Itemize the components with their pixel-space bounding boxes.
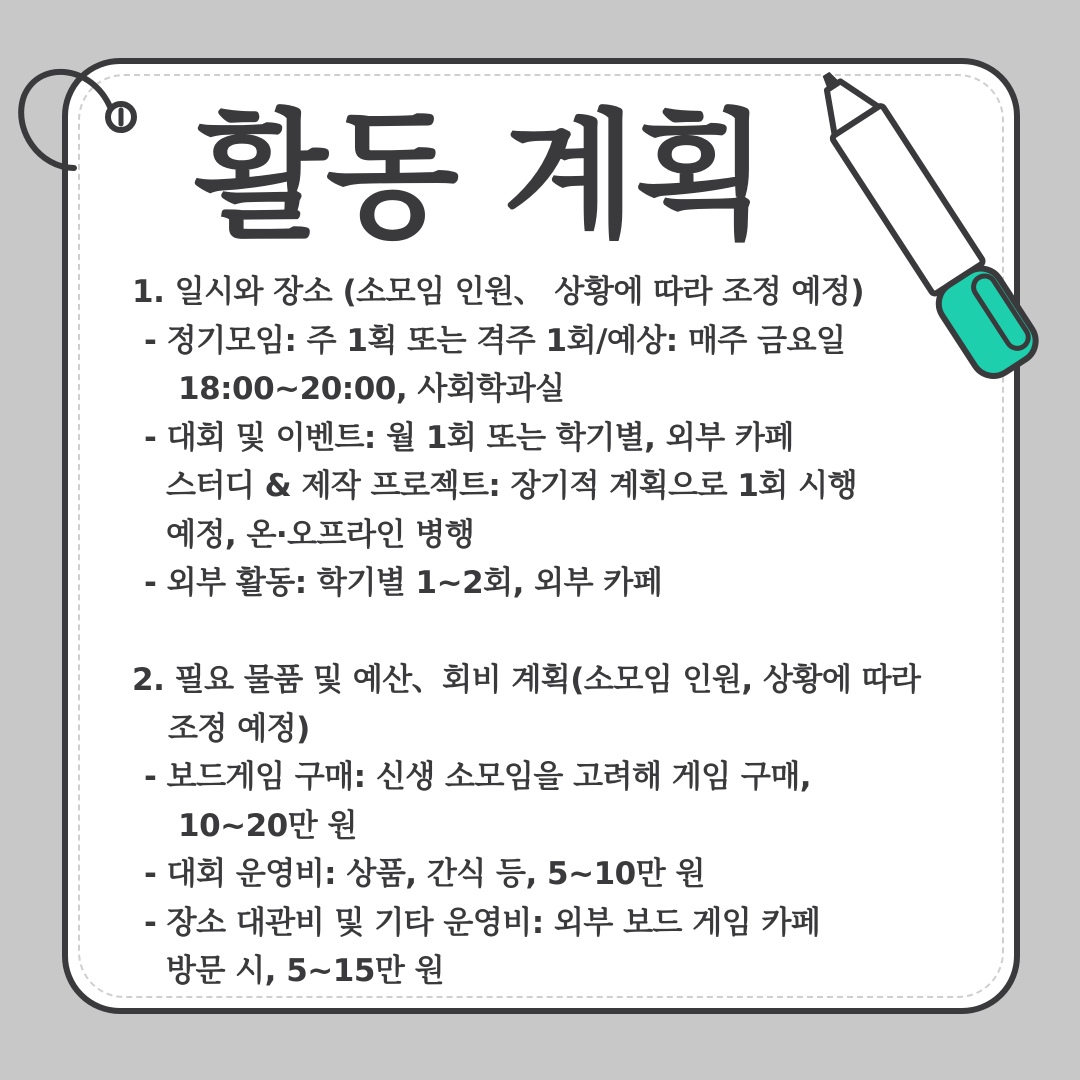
- list-item-continuation: 10~20만 원: [178, 807, 357, 844]
- ring-hole-icon: [21, 72, 134, 168]
- section-heading: 2. 필요 물품 및 예산、회비 계획(소모임 인원, 상황에 따라: [132, 662, 921, 698]
- plan-content: [132, 268, 962, 996]
- list-item-continuation: 방문 시, 5~15만 원: [166, 953, 445, 989]
- list-item: - 대회 및 이벤트: 월 1회 또는 학기별, 외부 카페: [144, 419, 794, 456]
- list-item: - 정기모임: 주 1획 또는 격주 1회/예상: 매주 금요일: [144, 322, 846, 359]
- list-item-continuation: 18:00~20:00, 사회학과실: [178, 371, 565, 407]
- section-heading: 1. 일시와 장소 (소모임 인원、 상황에 따라 조정 예정): [132, 274, 864, 310]
- list-item: - 외부 활동: 학기별 1~2회, 외부 카페: [144, 565, 663, 601]
- list-item: - 장소 대관비 및 기타 운영비: 외부 보드 게임 카페: [144, 904, 821, 941]
- list-item-continuation: 스터디 & 제작 프로젝트: 장기적 계획으로 1회 시행: [166, 468, 858, 504]
- section-schedule: [132, 268, 962, 608]
- list-item-continuation: 예정, 온·오프라인 병행: [166, 516, 475, 553]
- list-item: - 보드게임 구매: 신생 소모임을 고려해 게임 구매,: [144, 759, 812, 795]
- page-title: 활동 계획: [194, 96, 766, 257]
- section-heading-continuation: 조정 예정): [168, 710, 310, 747]
- list-item: - 대회 운영비: 상품, 간식 등, 5~10만 원: [144, 856, 705, 892]
- section-gap: [132, 608, 962, 657]
- section-budget: [132, 656, 962, 996]
